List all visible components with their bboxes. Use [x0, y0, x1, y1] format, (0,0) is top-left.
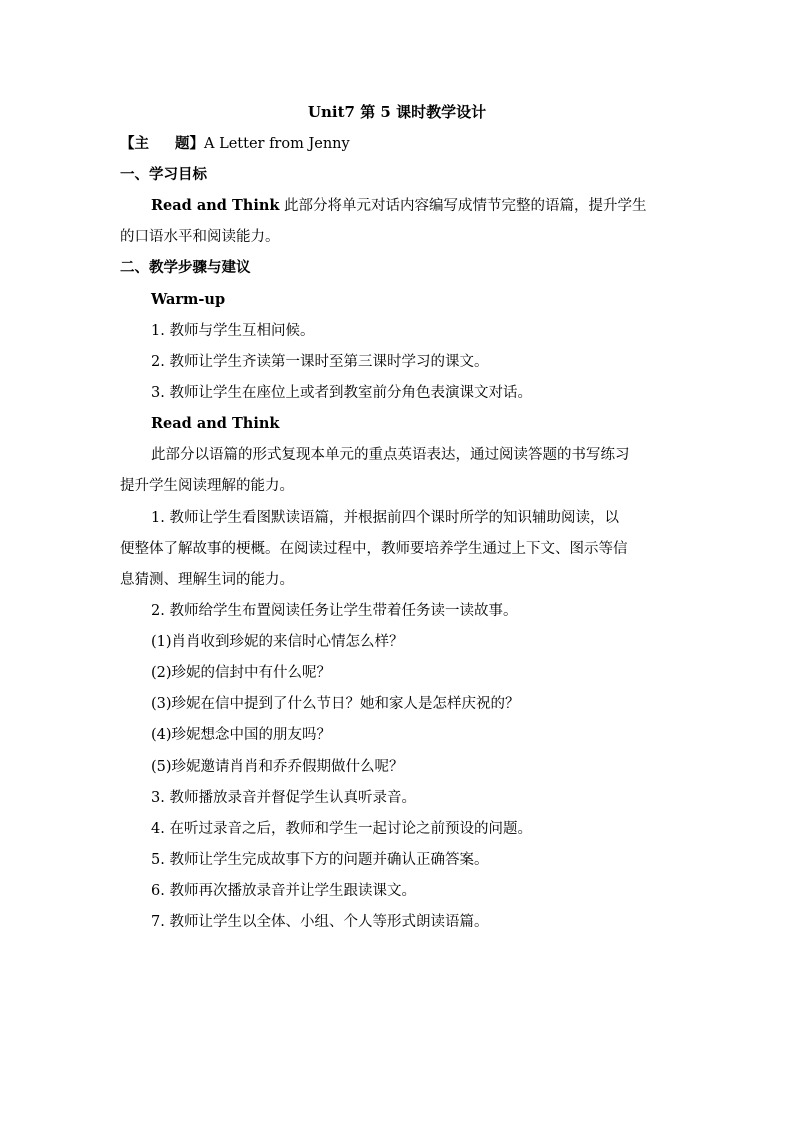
section1-text: 此部分将单元对话内容编写成情节完整的语篇，提升学生 [279, 198, 647, 214]
step-item: 5. 教师让学生完成故事下方的问题并确认正确答案。 [151, 852, 489, 868]
question-item: (5)珍妮邀请肖肖和乔乔假期做什么呢？ [151, 759, 404, 775]
step1-line3: 息猜测、理解生词的能力。 [120, 572, 294, 588]
question-item: (1)肖肖收到珍妮的来信时心情怎么样？ [151, 634, 404, 650]
warmup-heading: Warm-up [151, 291, 226, 308]
warmup-step: 2. 教师让学生齐读第一课时至第三课时学习的课文。 [151, 354, 489, 370]
step1-line1: 1. 教师让学生看图默读语篇，并根据前四个课时所学的知识辅助阅读，以 [151, 510, 619, 526]
section1-heading: 一、学习目标 [120, 166, 207, 183]
topic-label-left: 【主 [120, 135, 149, 152]
section2-heading: 二、教学步骤与建议 [120, 259, 251, 276]
question-item: (3)珍妮在信中提到了什么节日？她和家人是怎样庆祝的？ [151, 696, 520, 712]
page-title: Unit7 第 5 课时教学设计 [307, 103, 487, 121]
topic-line [120, 134, 350, 154]
question-item: (4)珍妮想念中国的朋友吗？ [151, 727, 332, 743]
warmup-step: 1. 教师与学生互相问候。 [151, 323, 315, 339]
step-item: 7. 教师让学生以全体、小组、个人等形式朗读语篇。 [151, 914, 489, 930]
question-item: (2)珍妮的信封中有什么呢？ [151, 665, 332, 681]
step-item: 6. 教师再次播放录音并让学生跟读课文。 [151, 883, 416, 899]
section1-lead: Read and Think [151, 197, 280, 214]
topic-label-right: 题】 [175, 135, 204, 152]
section1-paragraph-line2: 的口语水平和阅读能力。 [120, 229, 280, 245]
step1-line2: 便整体了解故事的梗概。在阅读过程中，教师要培养学生通过上下文、图示等信 [120, 541, 628, 557]
section1-paragraph-line1 [151, 196, 647, 216]
read-think-heading: Read and Think [151, 415, 280, 432]
topic-value: A Letter from Jenny [204, 136, 350, 152]
step-item: 3. 教师播放录音并督促学生认真听录音。 [151, 790, 416, 806]
step2: 2. 教师给学生布置阅读任务让学生带着任务读一读故事。 [151, 603, 518, 619]
read-think-intro-line2: 提升学生阅读理解的能力。 [120, 478, 294, 494]
step-item: 4. 在听过录音之后，教师和学生一起讨论之前预设的问题。 [151, 821, 532, 837]
warmup-step: 3. 教师让学生在座位上或者到教室前分角色表演课文对话。 [151, 385, 532, 401]
read-think-intro-line1: 此部分以语篇的形式复现本单元的重点英语表达，通过阅读答题的书写练习 [151, 447, 630, 463]
